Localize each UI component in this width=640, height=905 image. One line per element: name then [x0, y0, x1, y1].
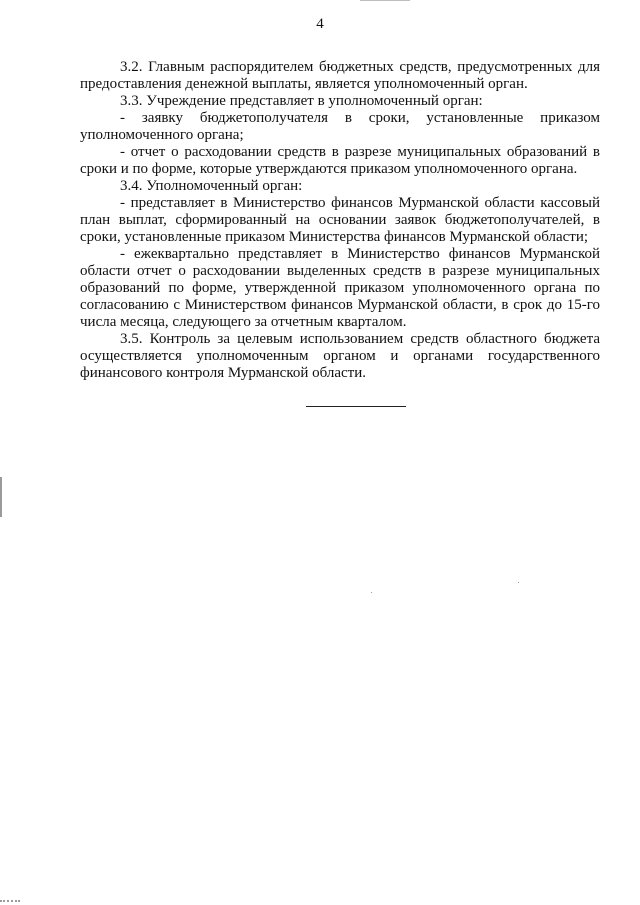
list-item-budget-request: - заявку бюджетополучателя в сроки, установленные приказом уполномоченного органа; — [80, 110, 600, 143]
list-item-expense-report: - отчет о расходовании средств в разрезе муниципальных образований в сроки и по форме, которые утверждаются приказом уполномоченного органа. — [80, 144, 600, 177]
list-item-quarterly-report: - ежеквартально представляет в Министерство финансов Мурманской области отчет о расходовании выделенных средств в разрезе муниципальных образований по форме, утвержденной приказом уполномоченного органа по согласованию с Министерством финансов Мурманской области, в срок до 15-го числа месяца, следующего за отчетным кварталом. — [80, 246, 600, 330]
scan-speck — [371, 592, 372, 593]
scan-edge-mark — [0, 477, 2, 517]
page-number: 4 — [316, 16, 324, 32]
paragraph-3-5: 3.5. Контроль за целевым использованием средств областного бюджета осуществляется уполномоченным органом и органами государственного финансового контроля Мурманской области. — [80, 331, 600, 381]
paragraph-3-4: 3.4. Уполномоченный орган: — [120, 178, 303, 194]
paragraph-3-2: 3.2. Главным распорядителем бюджетных средств, предусмотренных для предоставления денежной выплаты, является уполномоченный орган. — [80, 59, 600, 92]
scan-speck — [518, 582, 519, 583]
document-body — [80, 59, 600, 382]
end-of-document-rule — [306, 406, 406, 407]
paragraph-3-3: 3.3. Учреждение представляет в уполномоченный орган: — [120, 93, 483, 109]
scan-bottom-marks — [0, 900, 20, 904]
top-edge-line — [360, 0, 410, 1]
list-item-cash-plan: - представляет в Министерство финансов Мурманской области кассовый план выплат, сформированный на основании заявок бюджетополучателей, в сроки, установленные приказом Министерства финансов Мурманской области; — [80, 195, 600, 245]
